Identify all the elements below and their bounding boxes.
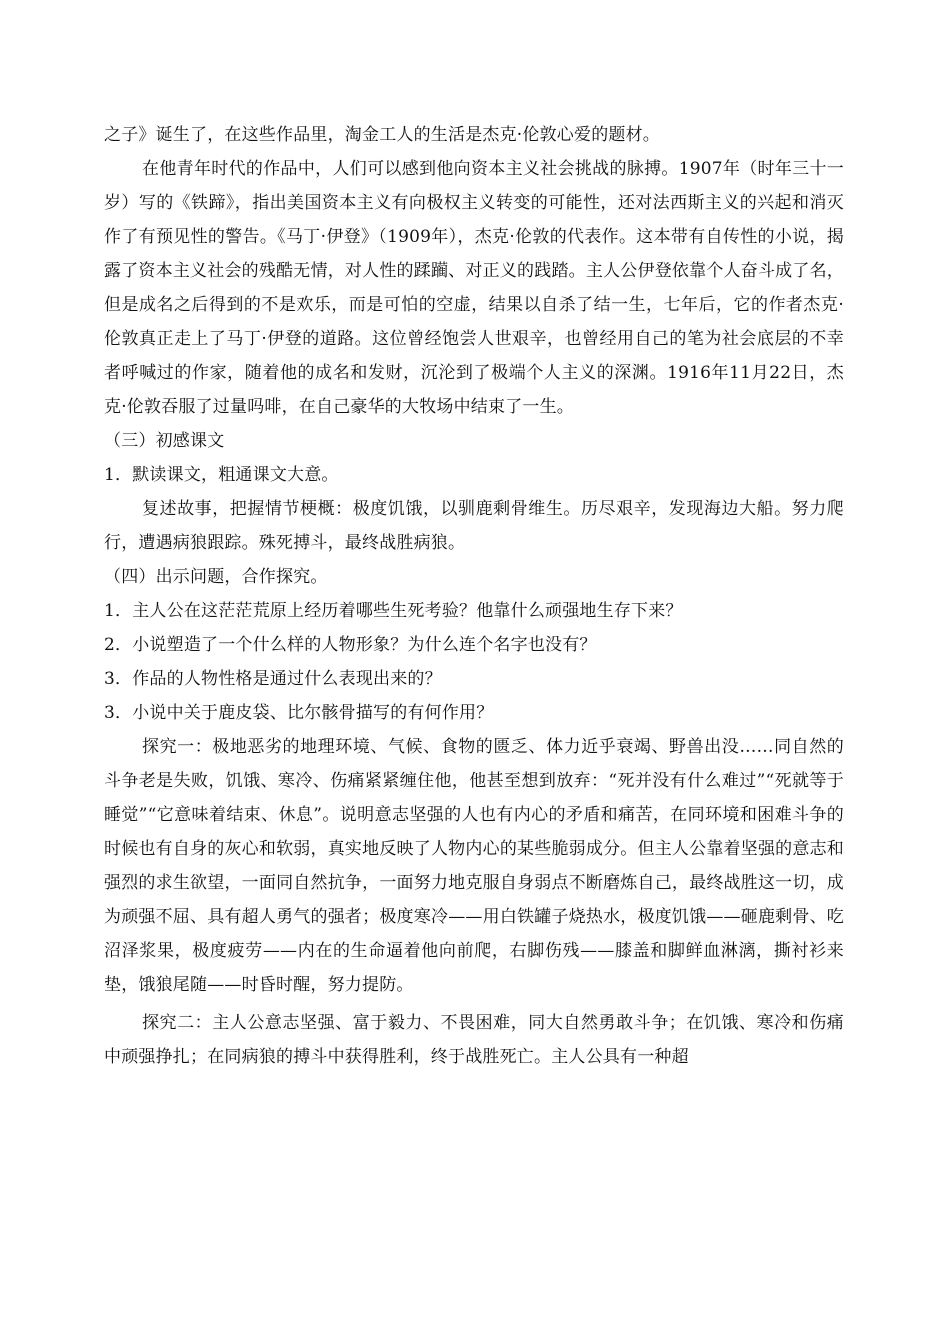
list-item: 1．主人公在这茫茫荒原上经历着哪些生死考验？他靠什么顽强地生存下来？ — [104, 601, 683, 621]
list-item: 2．小说塑造了一个什么样的人物形象？为什么连个名字也没有？ — [104, 635, 597, 655]
paragraph: 复述故事，把握情节梗概：极度饥饿，以驯鹿剩骨维生。历尽艰辛，发现海边大船。努力爬行，遭遇病狼跟踪。殊死搏斗，最终战胜病狼。 — [104, 499, 844, 553]
paragraph: 在他青年时代的作品中，人们可以感到他向资本主义社会挑战的脉搏。1907年（时年三十一岁）写的《铁蹄》，指出美国资本主义有向极权主义转变的可能性，还对法西斯主义的兴起和消灭作了有预见性的警告。《马丁·伊登》（1909年），杰克·伦敦的代表作。这本带有自传性的小说，揭露了资本主义社会的残酷无情，对人性的蹂躏、对正义的践踏。主人公伊登依靠个人奋斗成了名，但是成名之后得到的不是欢乐，而是可怕的空虚，结果以自杀了结一生，七年后，它的作者杰克·伦敦真正走上了马丁·伊登的道路。这位曾经饱尝人世艰辛，也曾经用自己的笔为社会底层的不幸者呼喊过的作家，随着他的成名和发财，沉沦到了极端个人主义的深渊。1916年11月22日，杰克·伦敦吞服了过量吗啡，在自己豪华的大牧场中结束了一生。 — [104, 159, 844, 417]
document-body — [104, 118, 844, 1074]
list-item: 1．默读课文，粗通课文大意。 — [104, 465, 339, 485]
paragraph: 探究一：极地恶劣的地理环境、气候、食物的匮乏、体力近乎衰竭、野兽出没……同自然的斗争老是失败，饥饿、寒冷、伤痛紧紧缠住他，他甚至想到放弃：“死并没有什么难过”“死就等于睡觉”“它意味着结束、休息”。说明意志坚强的人也有内心的矛盾和痛苦，在同环境和困难斗争的时候也有自身的灰心和软弱，真实地反映了人物内心的某些脆弱成分。但主人公靠着坚强的意志和强烈的求生欲望，一面同自然抗争，一面努力地克服自身弱点不断磨炼自己，最终战胜这一切，成为顽强不屈、具有超人勇气的强者；极度寒冷——用白铁罐子烧热水，极度饥饿——砸鹿剩骨、吃沼泽浆果，极度疲劳——内在的生命逼着他向前爬，右脚伤残——膝盖和脚鲜血淋漓，撕衬衫来垫，饿狼尾随——时昏时醒，努力提防。 — [104, 737, 844, 995]
paragraph: 之子》诞生了，在这些作品里，淘金工人的生活是杰克·伦敦心爱的题材。 — [104, 125, 661, 145]
list-item: 3．小说中关于鹿皮袋、比尔骸骨描写的有何作用？ — [104, 703, 494, 723]
list-item: 3．作品的人物性格是通过什么表现出来的？ — [104, 669, 442, 689]
section-heading: （四）出示问题，合作探究。 — [104, 567, 328, 587]
section-heading: （三）初感课文 — [104, 431, 225, 451]
paragraph: 探究二：主人公意志坚强、富于毅力、不畏困难，同大自然勇敢斗争；在饥饿、寒冷和伤痛中顽强挣扎；在同病狼的搏斗中获得胜利，终于战胜死亡。主人公具有一种超 — [104, 1013, 844, 1067]
